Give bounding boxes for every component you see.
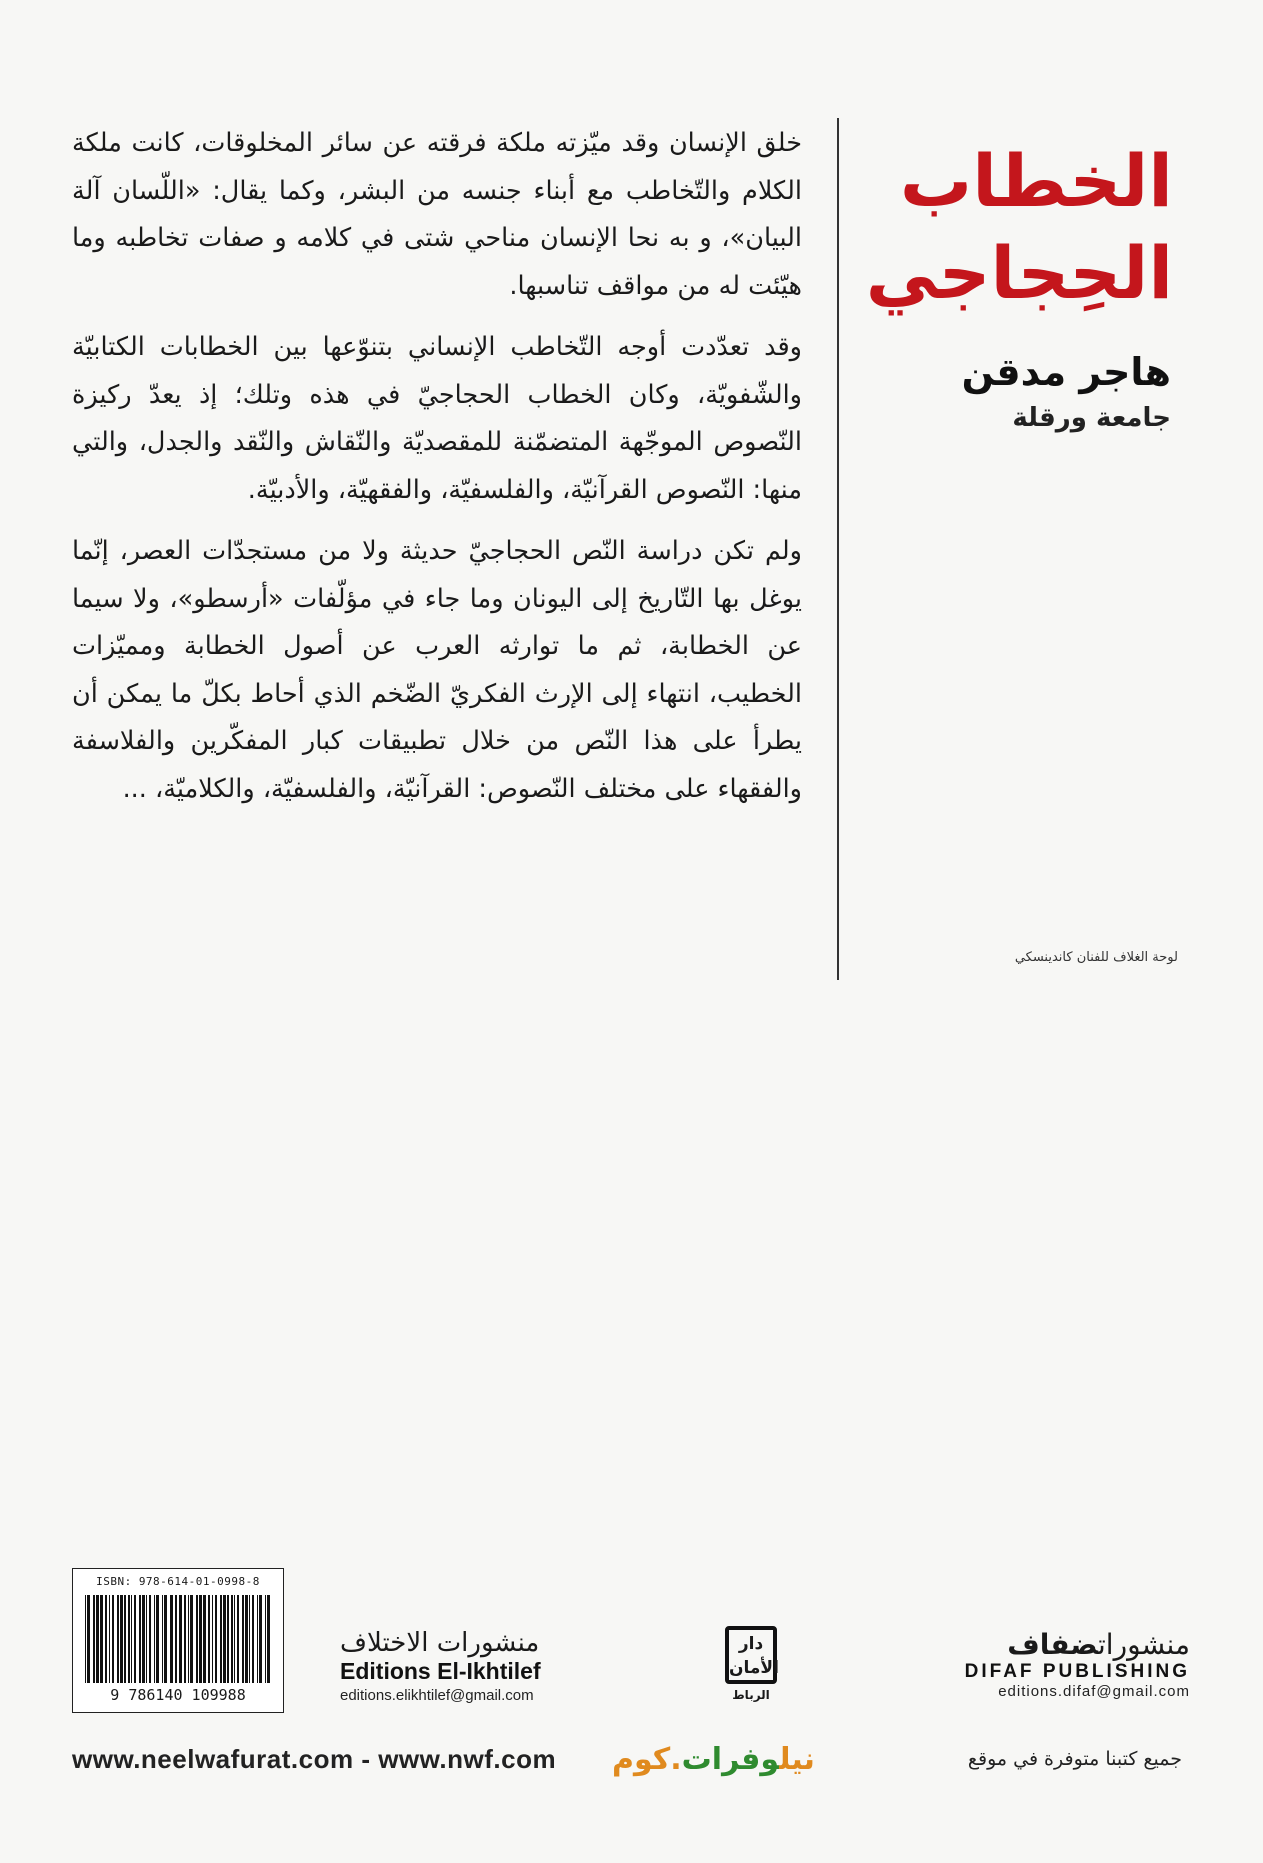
barcode-bar bbox=[203, 1595, 206, 1683]
barcode-bar bbox=[190, 1595, 193, 1683]
barcode-bar bbox=[242, 1595, 244, 1683]
barcode-bar bbox=[154, 1595, 155, 1683]
website-url[interactable]: www.neelwafurat.com - www.nwf.com bbox=[72, 1744, 557, 1774]
aman-city: الرباط bbox=[732, 1688, 770, 1702]
back-cover-blurb bbox=[72, 120, 802, 827]
publisher-difaf-arabic-prefix: منشورات bbox=[1098, 1628, 1190, 1661]
barcode-bar bbox=[175, 1595, 177, 1683]
cover-art-credit: لوحة الغلاف للفنان كاندينسكي bbox=[1014, 950, 1178, 965]
isbn-label: ISBN: 978-614-01-0998-8 bbox=[96, 1575, 260, 1588]
barcode-bars bbox=[85, 1595, 271, 1685]
blurb-paragraph: ولم تكن دراسة النّص الحجاجيّ حديثة ولا من مستجدّات العصر، إنّما يوغل بها التّاريخ إلى اليونان وما جاء في مؤلّفات «أرسطو»، ولا سيما عن الخطابة، ثم ما توارثه العرب عن أصول الخطابة ومميّزات الخطيب، انتهاء إلى الإرث الفكريّ الضّخم الذي أحاط بكلّ ما يمكن أن يطرأ على هذا النّص من خلال تطبيقات كبار المفكّرين والفلاسفة والفقهاء على مختلف النّصوص: القرآنيّة، والفلسفيّة، والكلاميّة، ... bbox=[72, 536, 802, 804]
barcode-bar bbox=[146, 1595, 147, 1683]
neelwafurat-logo bbox=[612, 1742, 815, 1777]
publisher-ikhtilef-name: Editions El-Ikhtilef bbox=[340, 1658, 541, 1684]
publisher-difaf bbox=[935, 1628, 1190, 1700]
barcode-bar bbox=[257, 1595, 258, 1683]
barcode-bar bbox=[131, 1595, 132, 1683]
barcode-bar bbox=[128, 1595, 130, 1683]
author-name: هاجر مدقن bbox=[961, 350, 1171, 394]
barcode-bar bbox=[164, 1595, 167, 1683]
barcode-bar bbox=[93, 1595, 95, 1683]
barcode-bar bbox=[231, 1595, 233, 1683]
brand-part-wafurat: وفرات bbox=[681, 1742, 780, 1777]
publisher-ikhtilef bbox=[340, 1628, 600, 1704]
barcode-bar bbox=[96, 1595, 99, 1683]
barcode-bar bbox=[87, 1595, 90, 1683]
publisher-difaf-email: editions.difaf@gmail.com bbox=[998, 1683, 1190, 1700]
availability-note: جميع كتبنا متوفرة في موقع bbox=[967, 1748, 1182, 1770]
barcode-bar bbox=[149, 1595, 151, 1683]
barcode-bar bbox=[215, 1595, 217, 1683]
barcode-bar bbox=[117, 1595, 119, 1683]
barcode-bar bbox=[184, 1595, 186, 1683]
aman-logo: دار الأمان bbox=[725, 1626, 777, 1684]
barcode-bar bbox=[227, 1595, 229, 1683]
barcode-bar bbox=[85, 1595, 86, 1683]
barcode-bar bbox=[220, 1595, 222, 1683]
barcode-bar bbox=[265, 1595, 266, 1683]
column-divider bbox=[837, 118, 839, 980]
isbn-barcode bbox=[72, 1568, 284, 1713]
barcode-bar bbox=[100, 1595, 103, 1683]
barcode-bar bbox=[142, 1595, 145, 1683]
publisher-ikhtilef-email: editions.elikhtilef@gmail.com bbox=[340, 1687, 534, 1704]
barcode-bar bbox=[156, 1595, 159, 1683]
barcode-bar bbox=[188, 1595, 189, 1683]
barcode-bar bbox=[234, 1595, 235, 1683]
blurb-paragraph: وقد تعدّدت أوجه التّخاطب الإنساني بتنوّعها بين الخطابات الكتابيّة والشّفويّة، وكان الخطاب الحجاجيّ في هذه وتلك؛ إذ يعدّ ركيزة النّصوص الموجّهة المتضمّنة للمقصديّة والنّقاش والنّقد والجدل، والتي منها: النّصوص القرآنيّة، والفلسفيّة، والفقهيّة، والأدبيّة. bbox=[72, 332, 802, 505]
barcode-bar bbox=[109, 1595, 110, 1683]
barcode-bar bbox=[124, 1595, 126, 1683]
barcode-bar bbox=[112, 1595, 114, 1683]
publisher-difaf-arabic bbox=[935, 1628, 1190, 1661]
publisher-ikhtilef-arabic: منشورات الاختلاف bbox=[340, 1628, 540, 1658]
barcode-bar bbox=[170, 1595, 173, 1683]
barcode-bar bbox=[199, 1595, 202, 1683]
footer bbox=[72, 1742, 1182, 1782]
barcode-bar bbox=[237, 1595, 239, 1683]
barcode-bar bbox=[208, 1595, 210, 1683]
barcode-bar bbox=[196, 1595, 198, 1683]
blurb-paragraph: خلق الإنسان وقد ميّزته ملكة فرقته عن سائر المخلوقات، كانت ملكة الكلام والتّخاطب مع أبناء جنسه من البشر، وكما يقال: «اللّسان آلة البيان»، و به نحا الإنسان مناحي شتى في كلامه و صفات تخاطبه وما هيّئت له من مواقف تناسبها. bbox=[72, 128, 802, 301]
brand-part-com: .كوم bbox=[612, 1742, 682, 1777]
barcode-bar bbox=[259, 1595, 262, 1683]
publisher-difaf-arabic-name: ضفاف bbox=[1007, 1628, 1099, 1661]
barcode-bar bbox=[179, 1595, 182, 1683]
barcode-bar bbox=[105, 1595, 107, 1683]
barcode-bar bbox=[223, 1595, 226, 1683]
book-title-line2: الحِجاجي bbox=[865, 231, 1173, 315]
barcode-bar bbox=[245, 1595, 248, 1683]
book-title-line1: الخطاب bbox=[899, 139, 1173, 223]
publisher-difaf-name: DIFAF PUBLISHING bbox=[964, 1661, 1190, 1682]
publisher-aman bbox=[706, 1626, 796, 1702]
brand-part-neel: نيل bbox=[779, 1742, 815, 1777]
author-affiliation: جامعة ورقلة bbox=[1012, 403, 1171, 433]
barcode-bar bbox=[249, 1595, 250, 1683]
barcode-bar bbox=[162, 1595, 163, 1683]
barcode-bar bbox=[134, 1595, 136, 1683]
barcode-number: 9 786140 109988 bbox=[110, 1686, 246, 1704]
barcode-bar bbox=[120, 1595, 123, 1683]
barcode-bar bbox=[212, 1595, 213, 1683]
book-title bbox=[865, 135, 1173, 319]
barcode-bar bbox=[252, 1595, 254, 1683]
barcode-bar bbox=[267, 1595, 270, 1683]
barcode-bar bbox=[139, 1595, 141, 1683]
